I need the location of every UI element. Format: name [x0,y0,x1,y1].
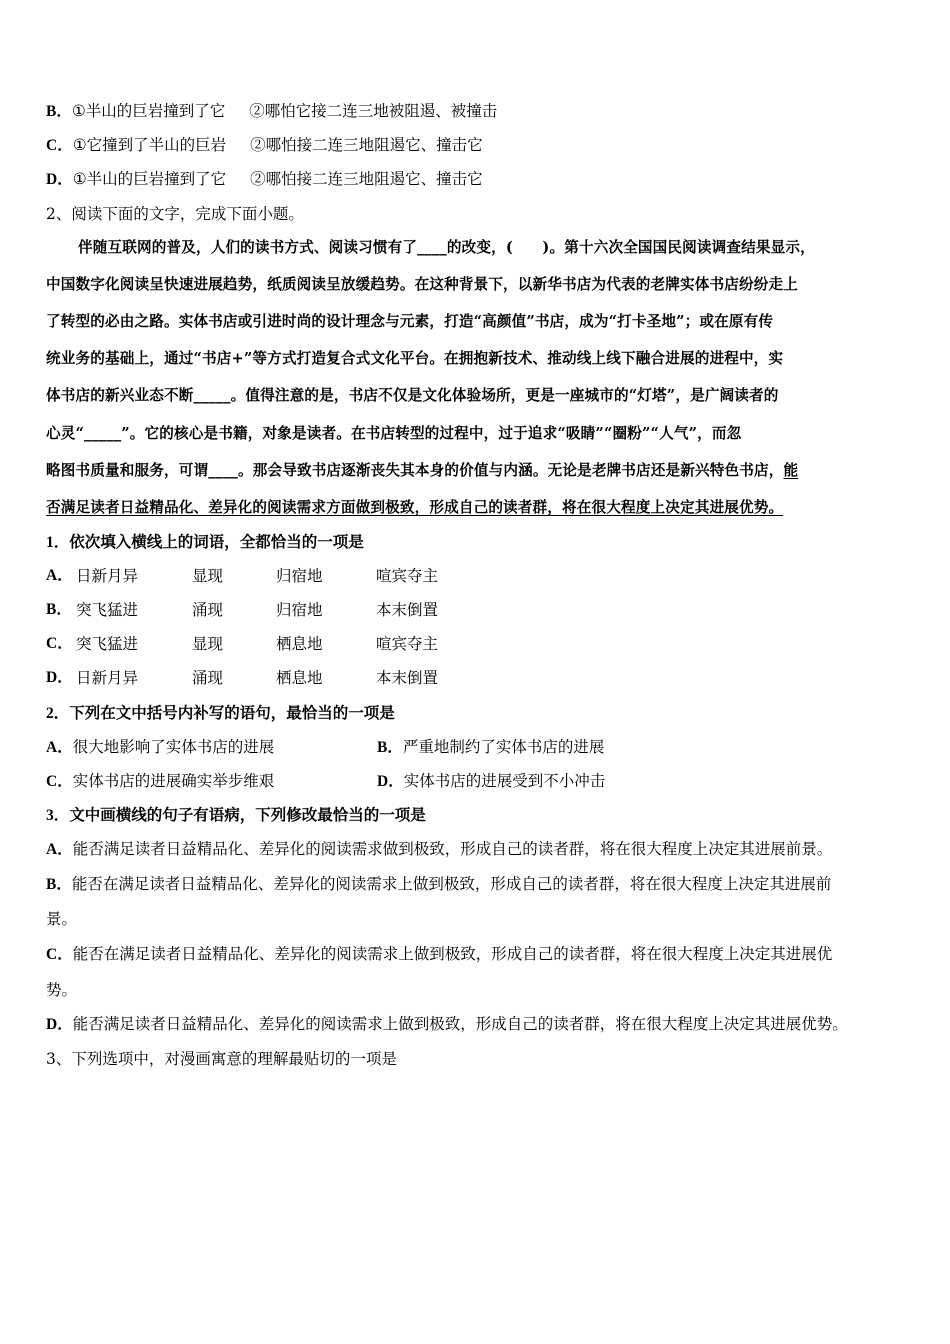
sub1-option-b-word-1: 突飞猛进 [76,601,139,619]
option-text: 能否在满足读者日益精品化、差异化的阅读需求上做到极致，形成自己的读者群，将在很大程度上决定其进展前 [71,875,832,893]
option-text: 实体书店的进展确实举步维艰 [72,772,275,790]
sub1-option-a-word-2: 显现 [192,567,224,585]
sub1-option-c-word-1: 突飞猛进 [76,635,139,653]
option-b [46,101,497,122]
option-text: 实体书店的进展受到不小冲击 [403,772,606,790]
option-label: C． [46,137,73,154]
sub-question-2-text: 2．下列在文中括号内补写的语句，最恰当的一项是 [46,705,395,722]
sub1-option-d-word-1: 日新月异 [76,669,139,687]
option-text: 很大地影响了实体书店的进展 [72,738,275,756]
passage-line-6: 心灵“_____”。它的核心是书籍，对象是读者。在书店转型的过程中，过于追求“吸睛”“圈粉”“人气”，而忽 [46,425,742,442]
passage-line-7 [46,461,798,481]
sub3-option-c [46,944,832,965]
option-label: A． [46,841,73,858]
option-label: C． [46,946,73,963]
passage-line-2: 中国数字化阅读呈快速进展趋势，纸质阅读呈放缓趋势。在这种背景下，以新华书店为代表的老牌实体书店纷纷走上 [46,276,798,293]
option-label: D． [46,171,73,188]
sub1-option-d-word-4: 本末倒置 [376,669,439,687]
option-text: 严重地制约了实体书店的进展 [402,738,605,756]
option-part-2: ②哪怕接二连三地阻遏它、撞击它 [250,136,483,154]
sub-question-1-text: 1．依次填入横线上的词语，全都恰当的一项是 [46,534,364,551]
sub3-option-d [46,1014,848,1035]
option-label: A． [46,739,73,756]
sub3-option-c-continued: 势。 [46,981,78,999]
option-label: D． [377,773,404,790]
sub3-option-b [46,874,831,895]
sub1-option-b-word-4: 本末倒置 [376,601,439,619]
sub1-option-b-word-2: 涌现 [192,601,224,619]
option-label: D． [46,1016,73,1033]
sub3-option-b-continued: 景。 [46,910,78,928]
option-part-1: ①它撞到了半山的巨岩 [72,136,227,154]
option-part-2: ②哪怕接二连三地阻遏它、撞击它 [250,170,483,188]
sub-question-2-stem [46,703,395,724]
sub1-option-c-word-4: 喧宾夺主 [376,635,439,653]
option-part-1: ①半山的巨岩撞到了它 [72,170,227,188]
passage-line-7-text: 略图书质量和服务，可谓____。那会导致书店逐渐丧失其本身的价值与内涵。无论是老牌书店还是新兴特色书店， [46,462,784,479]
sub1-option-b-label: B． [46,601,72,618]
underlined-sentence: 否满足读者日益精品化、差异化的阅读需求方面做到极致，形成自己的读者群，将在很大程度上决定其进展优势。 [46,499,784,516]
sub1-option-a-word-1: 日新月异 [76,567,139,585]
sub1-option-c-word-2: 显现 [192,635,224,653]
question-3-intro: 3、下列选项中，对漫画寓意的理解最贴切的一项是 [46,1050,397,1068]
sub1-option-b-word-3: 归宿地 [276,601,323,619]
question-2-intro: 2、阅读下面的文字，完成下面小题。 [46,205,304,223]
option-label: B． [377,739,403,756]
option-part-1: ①半山的巨岩撞到了它 [71,102,226,120]
option-text: 能否满足读者日益精品化、差异化的阅读需求上做到极致，形成自己的读者群，将在很大程度上决定其进展优势。 [72,1015,848,1033]
sub-question-3-stem [46,805,426,826]
option-label: C． [46,773,73,790]
sub-question-3-text: 3．文中画横线的句子有语病，下列修改最恰当的一项是 [46,807,426,824]
sub-question-1-stem [46,532,364,553]
option-text: 能否满足读者日益精品化、差异化的阅读需求做到极致，形成自己的读者群，将在很大程度上决定其进展前景。 [72,840,833,858]
sub1-option-d-label: D． [46,669,73,686]
sub1-option-a-word-3: 归宿地 [276,567,323,585]
sub1-option-c-word-3: 栖息地 [276,635,323,653]
sub2-option-d [377,771,605,792]
passage-line-1: 伴随互联网的普及，人们的读书方式、阅读习惯有了____的改变，( )。第十六次全国国民阅读调查结果显示， [78,239,815,256]
option-text: 能否在满足读者日益精品化、差异化的阅读需求上做到极致，形成自己的读者群，将在很大程度上决定其进展优 [72,945,833,963]
sub1-option-a-word-4: 喧宾夺主 [376,567,439,585]
sub1-option-d-word-3: 栖息地 [276,669,323,687]
sub1-option-d-word-2: 涌现 [192,669,224,687]
sub1-option-a-label: A． [46,567,73,584]
option-label: B． [46,103,72,120]
sub1-option-c-label: C． [46,635,73,652]
passage-line-4: 统业务的基础上，通过“书店+”等方式打造复合式文化平台。在拥抱新技术、推动线上线下融合进展的进程中，实 [46,350,784,367]
passage-line-3: 了转型的必由之路。实体书店或引进时尚的设计理念与元素，打造“高颜值”书店，成为“打卡圣地”；或在原有传 [46,313,774,330]
option-c [46,135,483,156]
sub2-option-a [46,737,274,758]
option-d [46,169,483,190]
passage-line-5: 体书店的新兴业态不断_____。值得注意的是，书店不仅是文化体验场所，更是一座城市的“灯塔”，是广阔读者的 [46,387,779,404]
sub2-option-c [46,771,274,792]
sub2-option-b [377,737,604,758]
underlined-sentence-start: 能 [783,462,799,479]
sub3-option-a [46,839,832,860]
option-label: B． [46,876,72,893]
option-part-2: ②哪怕它接二连三地被阻遏、被撞击 [249,102,498,120]
